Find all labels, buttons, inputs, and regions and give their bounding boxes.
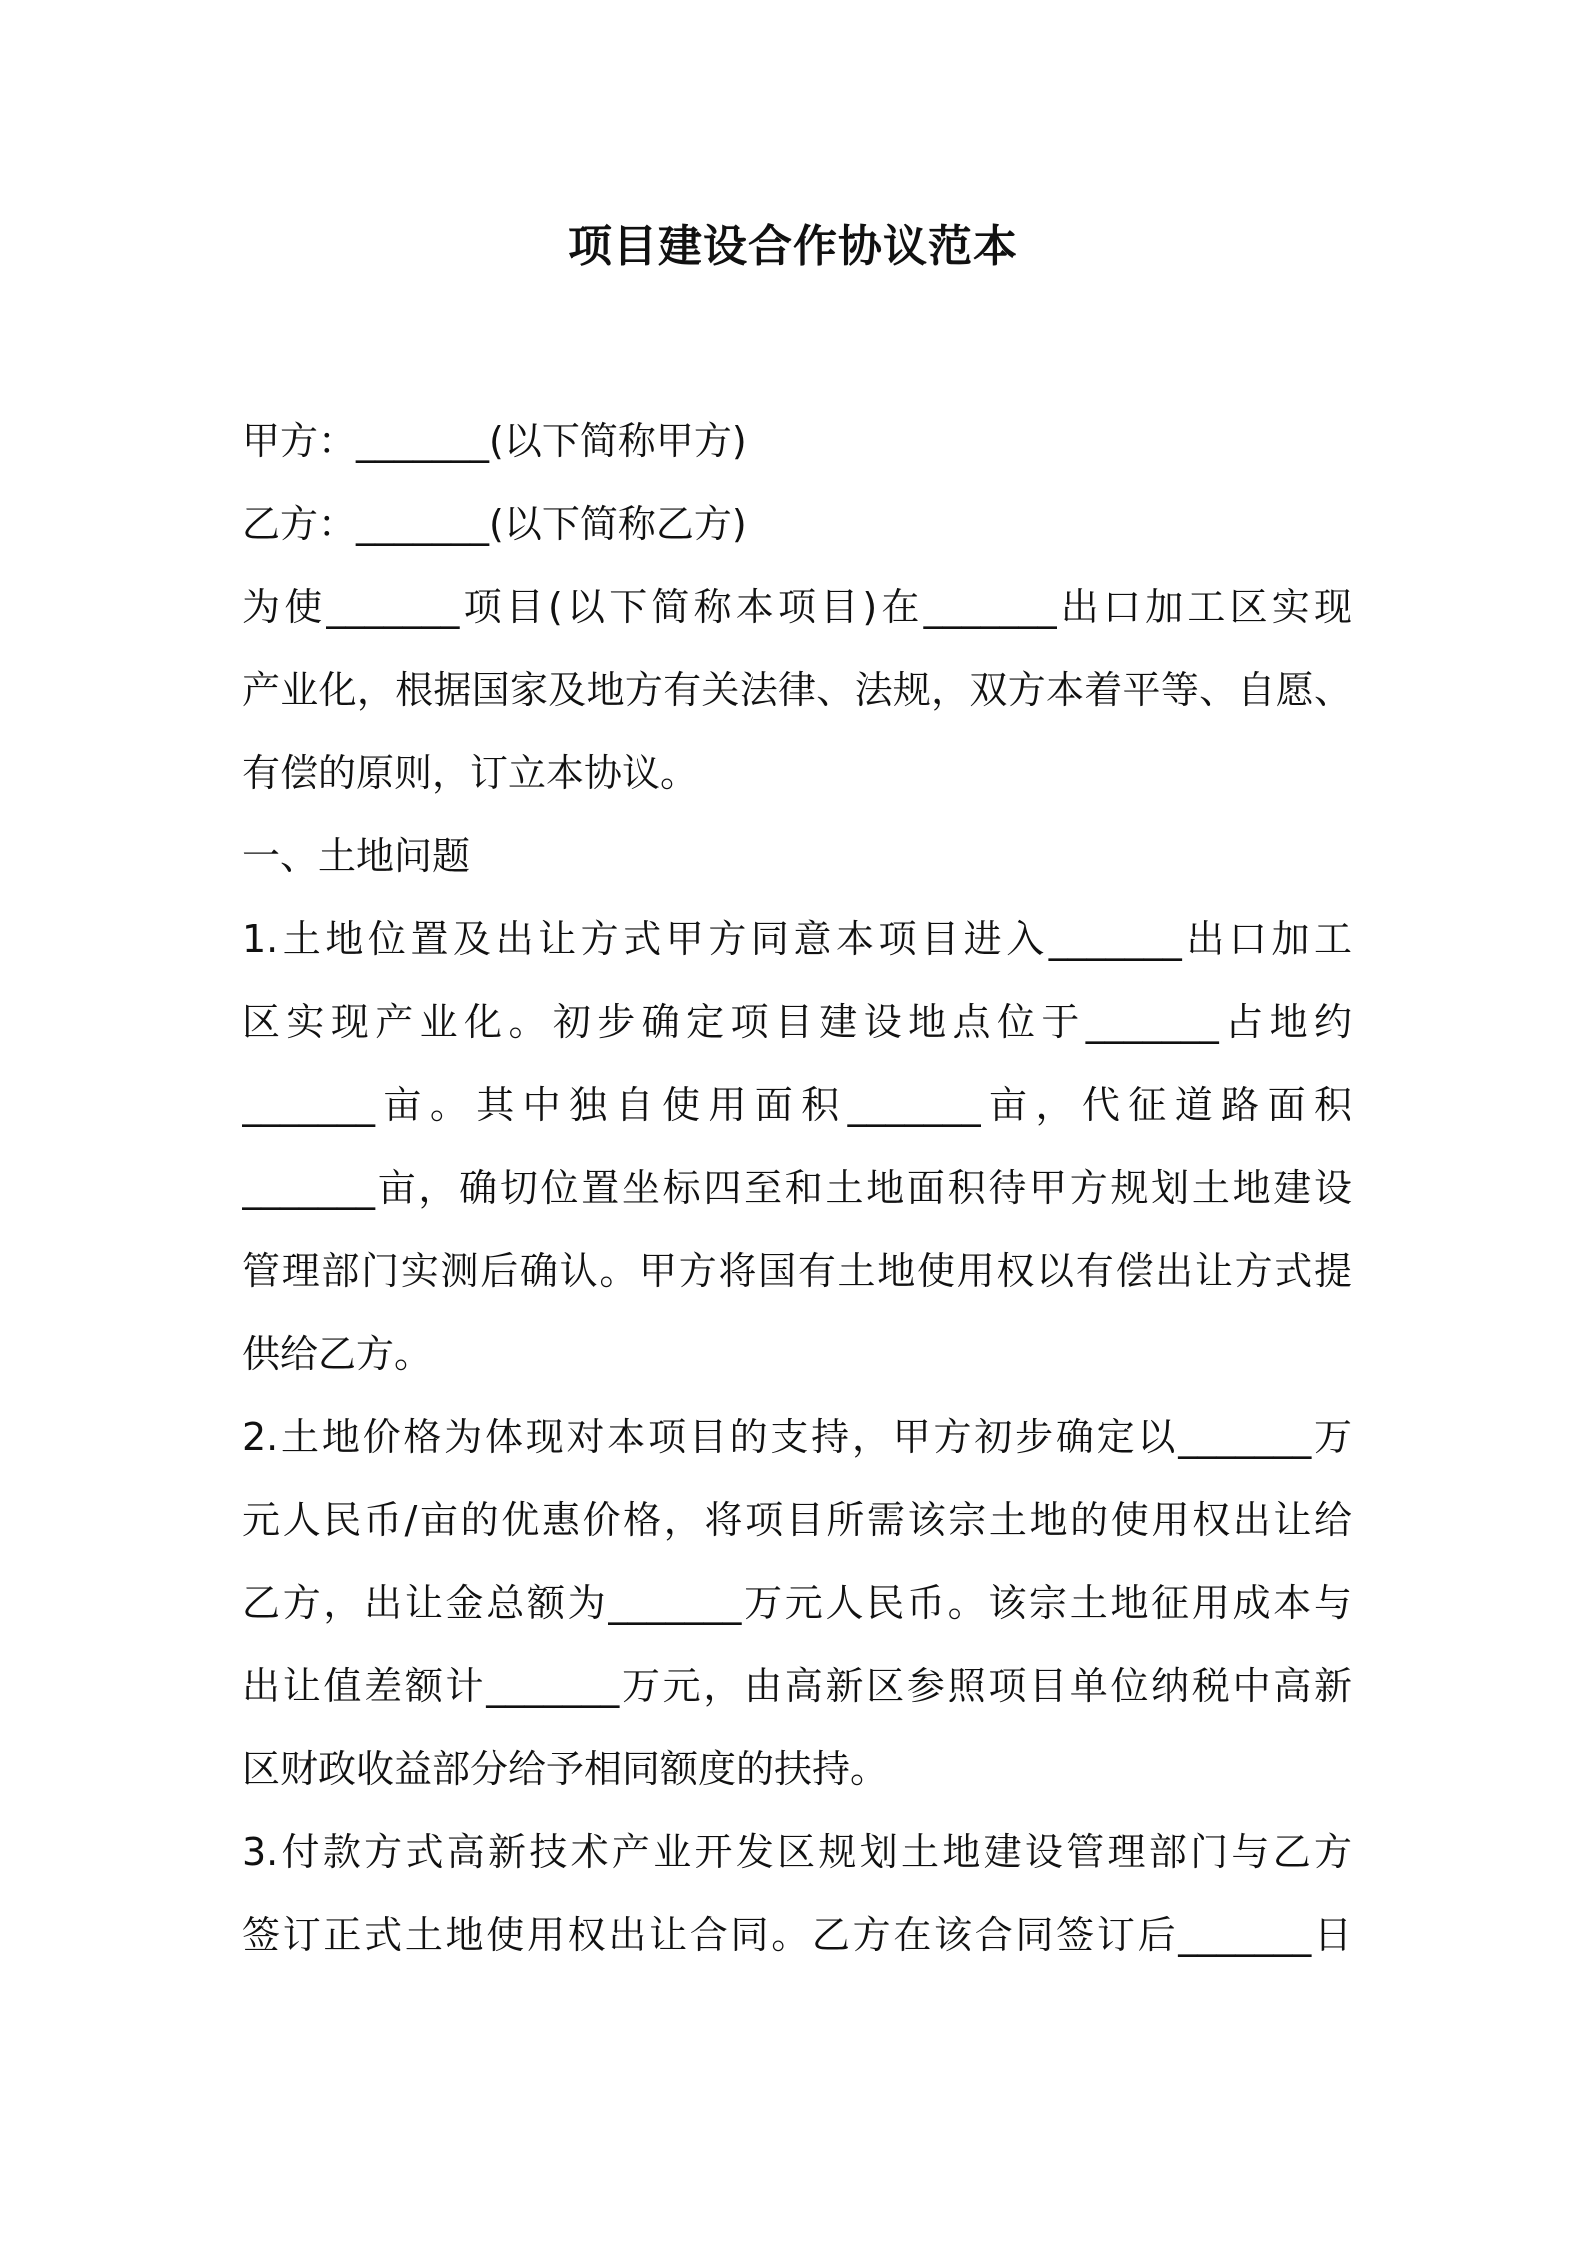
clause-line: _______亩。其中独自使用面积_______亩，代征道路面积 [242,1083,1352,1127]
clause-line: 3.付款方式高新技术产业开发区规划土地建设管理部门与乙方 [242,1830,1352,1874]
document-body [242,400,1352,1977]
party-a-line: 甲方：_______(以下简称甲方) [242,419,747,463]
clause-line: 签订正式土地使用权出让合同。乙方在该合同签订后_______日 [242,1913,1352,1957]
clause-line: 管理部门实测后确认。甲方将国有土地使用权以有偿出让方式提 [242,1249,1352,1293]
clause-line: 供给乙方。 [242,1332,433,1376]
clause-line: 区财政收益部分给予相同额度的扶持。 [242,1747,889,1791]
preamble-line: 为使_______项目(以下简称本项目)在_______出口加工区实现 [242,585,1352,629]
clause-line: _______亩，确切位置坐标四至和土地面积待甲方规划土地建设 [242,1166,1352,1210]
clause-line: 乙方，出让金总额为_______万元人民币。该宗土地征用成本与 [242,1581,1352,1625]
clause-line: 元人民币/亩的优惠价格，将项目所需该宗土地的使用权出让给 [242,1498,1352,1542]
document-title: 项目建设合作协议范本 [568,221,1018,272]
clause-line: 2.土地价格为体现对本项目的支持，甲方初步确定以_______万 [242,1415,1352,1459]
clause-line: 区实现产业化。初步确定项目建设地点位于_______占地约 [242,1000,1352,1044]
party-b-line: 乙方：_______(以下简称乙方) [242,502,747,546]
preamble-line: 有偿的原则，订立本协议。 [242,751,699,795]
preamble-line: 产业化，根据国家及地方有关法律、法规，双方本着平等、自愿、 [242,668,1352,712]
clause-line: 1.土地位置及出让方式甲方同意本项目进入_______出口加工 [242,917,1352,961]
clause-line: 出让值差额计_______万元，由高新区参照项目单位纳税中高新 [242,1664,1352,1708]
section-heading: 一、土地问题 [242,834,471,878]
